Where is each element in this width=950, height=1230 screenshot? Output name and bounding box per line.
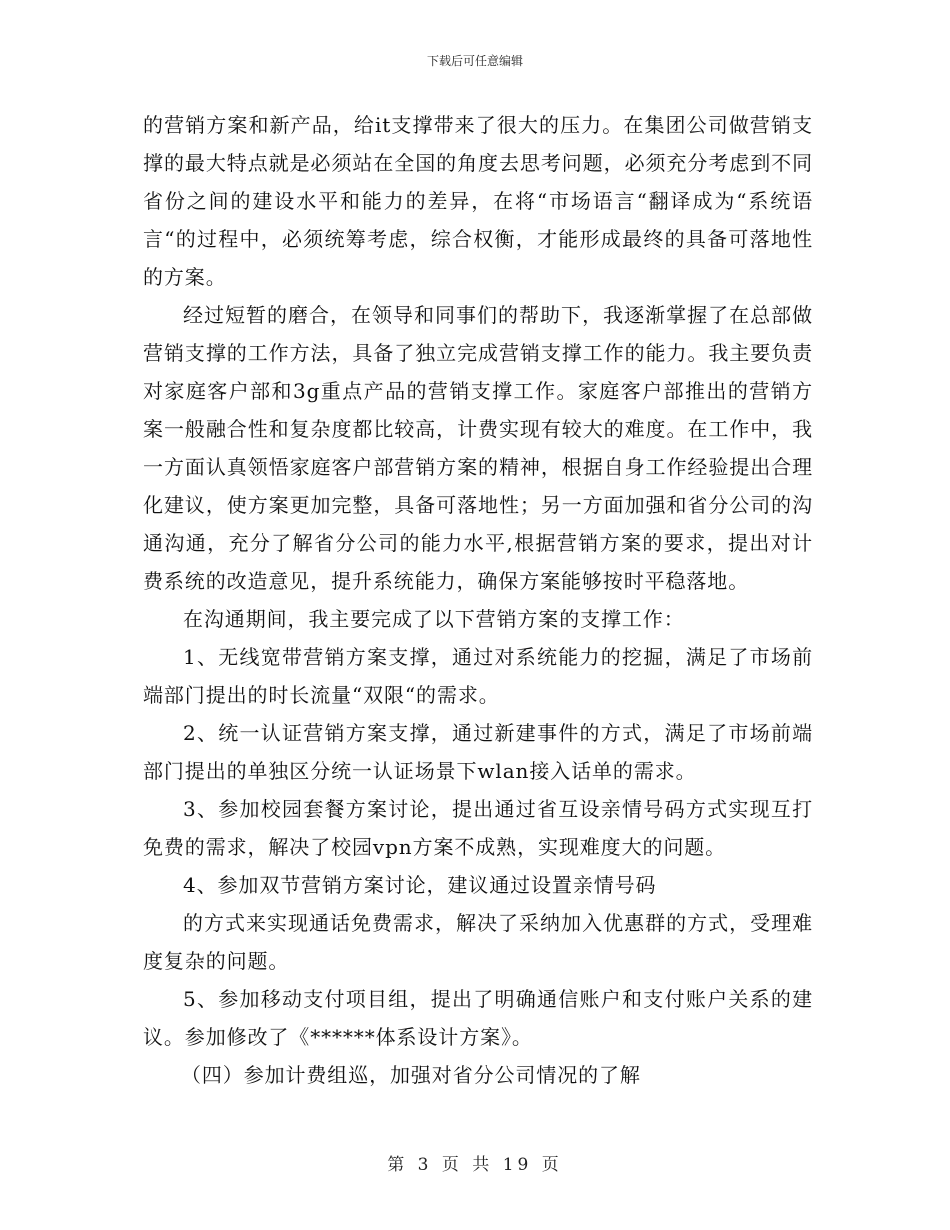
list-item: 2、统一认证营销方案支撑，通过新建事件的方式，满足了市场前端部门提出的单独区分统一认证场景下wlan接入话单的需求。 (143, 721, 813, 783)
paragraph: 经过短暂的磨合，在领导和同事们的帮助下，我逐渐掌握了在总部做营销支撑的工作方法，具备了独立完成营销支撑工作的能力。我主要负责对家庭客户部和3g重点产品的营销支撑工作。家庭客户部推出的营销方案一般融合性和复杂度都比较高，计费实现有较大的难度。在工作中，我一方面认真领悟家庭客户部营销方案的精神，根据自身工作经验提出合理化建议，使方案更加完整，具备可落地性；另一方面加强和省分公司的沟通沟通，充分了解省分公司的能力水平,根据营销方案的要求，提出对计费系统的改造意见，提升系统能力，确保方案能够按时平稳落地。 (143, 303, 813, 593)
list-item: 4、参加双节营销方案讨论，建议通过设置亲情号码 (183, 873, 657, 897)
paragraph: 的方式来实现通话免费需求，解决了采纳加入优惠群的方式，受理难度复杂的问题。 (143, 911, 813, 973)
page-number: 第 3 页 共 19 页 (387, 1155, 563, 1175)
paragraph: 的营销方案和新产品，给it支撑带来了很大的压力。在集团公司做营销支撑的最大特点就是必须站在全国的角度去思考问题，必须充分考虑到不同省份之间的建设水平和能力的差异，在将“市场语言“翻译成为“系统语言“的过程中，必须统筹考虑，综合权衡，才能形成最终的具备可落地性的方案。 (143, 113, 813, 289)
list-item: 3、参加校园套餐方案讨论，提出通过省互设亲情号码方式实现互打免费的需求，解决了校园vpn方案不成熟，实现难度大的问题。 (143, 797, 813, 859)
paragraph: 在沟通期间，我主要完成了以下营销方案的支撑工作： (183, 607, 685, 631)
list-item: 5、参加移动支付项目组，提出了明确通信账户和支付账户关系的建议。参加修改了《******体系设计方案》。 (143, 987, 813, 1049)
document-body (143, 106, 813, 1094)
page-header: 下载后可任意编辑 (426, 54, 523, 68)
list-item: 1、无线宽带营销方案支撑，通过对系统能力的挖掘，满足了市场前端部门提出的时长流量“双限“的需求。 (143, 645, 813, 707)
section-heading: （四）参加计费组巡，加强对省分公司情况的了解 (181, 1063, 641, 1087)
